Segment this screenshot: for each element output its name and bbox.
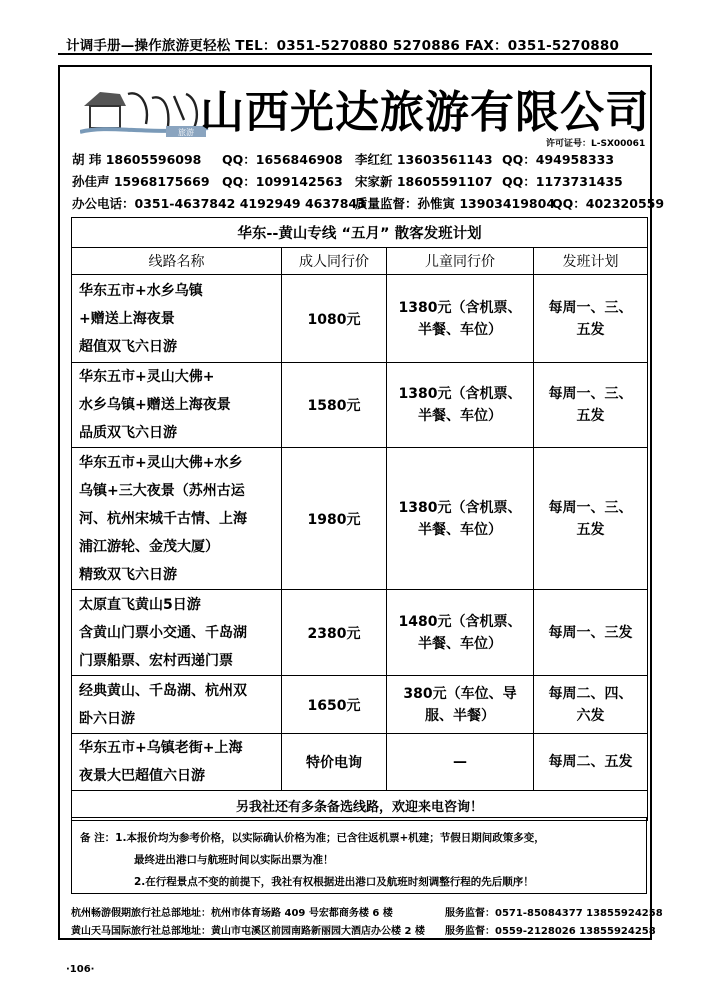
footer-row — [71, 922, 656, 940]
schedule-line: 每周一、三发 — [548, 624, 633, 641]
table-row — [72, 676, 648, 734]
adult-price: 1980元 — [282, 448, 387, 590]
contact-row — [72, 150, 652, 172]
more-routes-row — [72, 791, 648, 821]
contact-name-phone: 胡 玮 18605596098 — [72, 152, 202, 167]
adult-price: 特价电询 — [282, 734, 387, 791]
note-line: 最终进出港口与航班时间以实际出票为准！ — [134, 854, 334, 866]
schedule-line: 每周二、五发 — [548, 754, 633, 770]
table-header-row — [72, 248, 648, 275]
contact-name-phone: 李红红 13603561143 — [355, 152, 493, 167]
schedule-line: 六发 — [576, 707, 605, 724]
note-line: 2.在行程景点不变的前提下，我社有权根据进出港口及航班时刻调整行程的先后顺序！ — [134, 876, 534, 888]
route-line: 夜景大巴超值六日游 — [79, 768, 205, 784]
adult-price: 2380元 — [282, 590, 387, 676]
route-name — [72, 448, 282, 590]
route-line: 华东五市+灵山大佛+ — [79, 369, 215, 385]
license-number: 许可证号：L-SX00061 — [546, 139, 646, 149]
contact-qq: QQ：1656846908 — [222, 152, 343, 167]
route-name — [72, 363, 282, 448]
table-title-row — [72, 218, 648, 248]
schedule-line: 每周一、三、 — [548, 386, 633, 402]
footer-address: 杭州畅游假期旅行社总部地址：杭州市体育场路 409 号宏都商务楼 6 楼 — [71, 908, 393, 919]
child-price-line: 半餐、车位） — [418, 521, 502, 538]
footer-monitor: 服务监督：0571-85084377 13855924258 — [445, 908, 663, 919]
more-routes-text: 另我社还有多条备选线路，欢迎来电咨询！ — [72, 791, 648, 821]
schedule-line: 每周二、四、 — [548, 685, 633, 702]
route-line: 水乡乌镇+赠送上海夜景 — [79, 397, 231, 413]
route-line: 卧六日游 — [79, 710, 135, 727]
contact-qq: QQ：1173731435 — [502, 174, 623, 189]
table-title: 华东--黄山专线 “五月” 散客发班计划 — [72, 218, 648, 248]
logo-text: 旅游 — [178, 128, 194, 137]
schedule-line: 五发 — [576, 321, 605, 338]
route-line: 精致双飞六日游 — [79, 566, 177, 583]
child-price-line: 半餐、车位） — [418, 408, 502, 424]
table-row — [72, 590, 648, 676]
notes-box — [71, 817, 647, 894]
col-header-schedule: 发班计划 — [534, 248, 648, 275]
table-row — [72, 448, 648, 590]
child-price-line: 1480元（含机票、 — [398, 613, 522, 630]
route-line: 超值双飞六日游 — [79, 338, 177, 355]
route-line: 华东五市+灵山大佛+水乡 — [79, 454, 243, 471]
route-name — [72, 590, 282, 676]
route-line: 品质双飞六日游 — [79, 425, 177, 441]
child-price — [387, 275, 534, 363]
header-tagline: 计调手册—操作旅游更轻松 TEL：0351-5270880 5270886 FAX：0351-5270880 — [66, 38, 620, 54]
route-line: +赠送上海夜景 — [79, 310, 175, 327]
adult-price: 1580元 — [282, 363, 387, 448]
contact-qq: QQ：402320559 — [552, 196, 665, 211]
col-header-route: 线路名称 — [72, 248, 282, 275]
contact-name-phone: 宋家新 18605591107 — [355, 174, 493, 189]
route-line: 含黄山门票小交通、千岛湖 — [79, 624, 247, 641]
child-price-line: — — [453, 754, 467, 770]
schedule-line: 每周一、三、 — [548, 299, 633, 316]
child-price-line: 服、半餐） — [425, 707, 495, 724]
route-line: 华东五市+水乡乌镇 — [79, 282, 203, 299]
company-name: 山西光达旅游有限公司 — [200, 87, 650, 138]
office-phone: 办公电话：0351-4637842 4192949 4637843 — [72, 196, 366, 211]
schedule-line: 每周一、三、 — [548, 499, 633, 516]
route-name — [72, 275, 282, 363]
route-name — [72, 734, 282, 791]
route-line: 太原直飞黄山5日游 — [79, 596, 201, 613]
table-row — [72, 734, 648, 791]
schedule-table — [71, 217, 648, 821]
child-price-line: 1380元（含机票、 — [398, 386, 522, 402]
schedule — [534, 676, 648, 734]
footer — [71, 904, 663, 940]
child-price — [387, 676, 534, 734]
footer-monitor: 服务监督：0559-2128026 13855924258 — [445, 926, 656, 937]
child-price-line: 380元（车位、导 — [403, 685, 517, 702]
contact-qq: QQ：494958333 — [502, 152, 615, 167]
schedule — [534, 734, 648, 791]
route-line: 门票船票、宏村西递门票 — [79, 652, 233, 669]
contact-qq: QQ：1099142563 — [222, 174, 343, 189]
adult-price: 1080元 — [282, 275, 387, 363]
contact-row — [72, 194, 665, 216]
route-line: 经典黄山、千岛湖、杭州双 — [79, 682, 247, 699]
schedule — [534, 363, 648, 448]
child-price-line: 1380元（含机票、 — [398, 299, 522, 316]
route-line: 华东五市+乌镇老街+上海 — [79, 740, 243, 756]
child-price — [387, 363, 534, 448]
col-header-child: 儿童同行价 — [387, 248, 534, 275]
route-name — [72, 676, 282, 734]
schedule — [534, 448, 648, 590]
table-row — [72, 363, 648, 448]
schedule-line: 五发 — [576, 521, 605, 538]
schedule-line: 五发 — [576, 408, 605, 424]
route-line: 浦江游轮、金茂大厦） — [79, 538, 219, 555]
child-price-line: 半餐、车位） — [418, 321, 502, 338]
child-price — [387, 448, 534, 590]
child-price-line: 1380元（含机票、 — [398, 499, 522, 516]
quality-monitor: 质量监督：孙惟寅 13903419804 — [355, 196, 556, 211]
schedule — [534, 275, 648, 363]
child-price — [387, 734, 534, 791]
route-line: 乌镇+三大夜景（苏州古运 — [79, 482, 245, 499]
company-logo — [80, 84, 210, 138]
header-rule — [58, 53, 652, 55]
contact-list — [72, 150, 665, 216]
contact-row — [72, 172, 652, 194]
schedule — [534, 590, 648, 676]
adult-price: 1650元 — [282, 676, 387, 734]
contact-name-phone: 孙佳声 15968175669 — [72, 174, 210, 189]
page-number: ·106· — [66, 964, 95, 975]
child-price — [387, 590, 534, 676]
table-row — [72, 275, 648, 363]
route-line: 河、杭州宋城千古情、上海 — [79, 510, 247, 527]
note-line: 备 注：1.本报价均为参考价格，以实际确认价格为准；已含往返机票+机建；节假日期间政策多变， — [80, 832, 545, 844]
col-header-adult: 成人同行价 — [282, 248, 387, 275]
footer-address: 黄山天马国际旅行社总部地址：黄山市屯溪区前园南路新丽园大酒店办公楼 2 楼 — [71, 926, 425, 937]
child-price-line: 半餐、车位） — [418, 635, 502, 652]
footer-row — [71, 904, 663, 922]
